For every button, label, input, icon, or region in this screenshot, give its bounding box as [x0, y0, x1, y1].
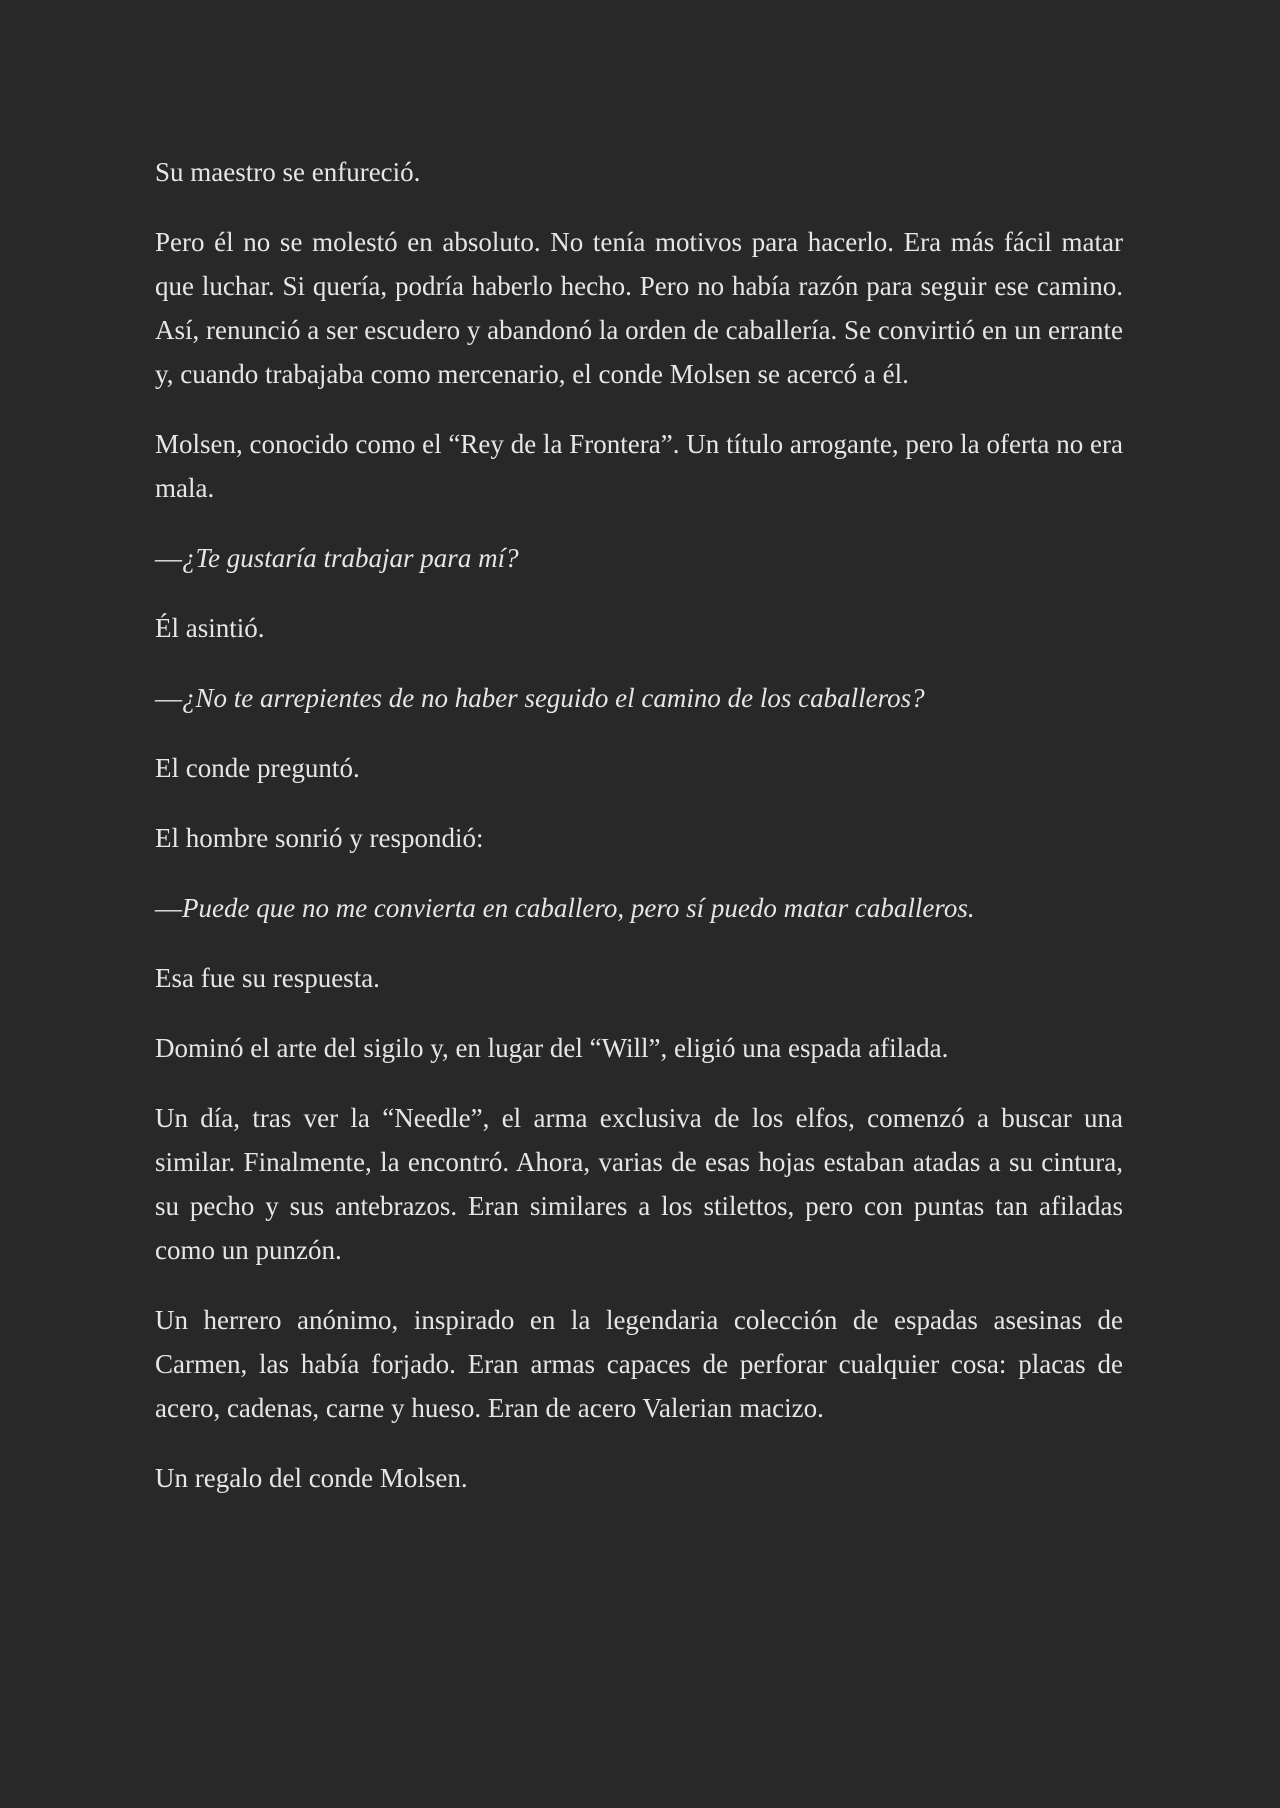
paragraph: [155, 816, 1123, 860]
paragraph: [155, 956, 1123, 1000]
paragraph-text: Su maestro se enfureció.: [155, 157, 421, 187]
paragraph-text: Un herrero anónimo, inspirado en la legendaria colección de espadas asesinas de Carmen, las había forjado. Eran armas capaces de perforar cualquier cosa: placas de acero, cadenas, carne y hueso. Eran de acero Valerian macizo.: [155, 1305, 1123, 1423]
paragraph: [155, 1298, 1123, 1430]
chapter-text: [155, 150, 1123, 1500]
dialogue-text: ¿Te gustaría trabajar para mí?: [182, 543, 519, 573]
paragraph-text: Pero él no se molestó en absoluto. No tenía motivos para hacerlo. Era más fácil matar que luchar. Si quería, podría haberlo hecho. Pero no había razón para seguir ese camino. Así, renunció a ser escudero y abandonó la orden de caballería. Se convirtió en un errante y, cuando trabajaba como mercenario, el conde Molsen se acercó a él.: [155, 227, 1123, 389]
paragraph: [155, 1026, 1123, 1070]
dialogue-dash: —: [155, 893, 182, 923]
paragraph: [155, 1096, 1123, 1272]
paragraph-text: Un día, tras ver la “Needle”, el arma exclusiva de los elfos, comenzó a buscar una similar. Finalmente, la encontró. Ahora, varias de esas hojas estaban atadas a su cintura, su pecho y sus antebrazos. Eran similares a los stilettos, pero con puntas tan afiladas como un punzón.: [155, 1103, 1123, 1265]
dialogue-line: [155, 536, 1123, 580]
dialogue-line: [155, 676, 1123, 720]
paragraph: [155, 220, 1123, 396]
paragraph-text: El conde preguntó.: [155, 753, 360, 783]
paragraph: [155, 1456, 1123, 1500]
paragraph: [155, 606, 1123, 650]
paragraph-text: Él asintió.: [155, 613, 265, 643]
dialogue-dash: —: [155, 683, 182, 713]
paragraph: [155, 422, 1123, 510]
paragraph: [155, 150, 1123, 194]
paragraph-text: El hombre sonrió y respondió:: [155, 823, 484, 853]
dialogue-text: ¿No te arrepientes de no haber seguido el camino de los caballeros?: [182, 683, 925, 713]
dialogue-text: Puede que no me convierta en caballero, pero sí puedo matar caballeros.: [182, 893, 975, 923]
paragraph-text: Un regalo del conde Molsen.: [155, 1463, 468, 1493]
paragraph-text: Dominó el arte del sigilo y, en lugar del “Will”, eligió una espada afilada.: [155, 1033, 949, 1063]
paragraph-text: Esa fue su respuesta.: [155, 963, 380, 993]
dialogue-dash: —: [155, 543, 182, 573]
dialogue-line: [155, 886, 1123, 930]
paragraph-text: Molsen, conocido como el “Rey de la Frontera”. Un título arrogante, pero la oferta no era mala.: [155, 429, 1123, 503]
paragraph: [155, 746, 1123, 790]
